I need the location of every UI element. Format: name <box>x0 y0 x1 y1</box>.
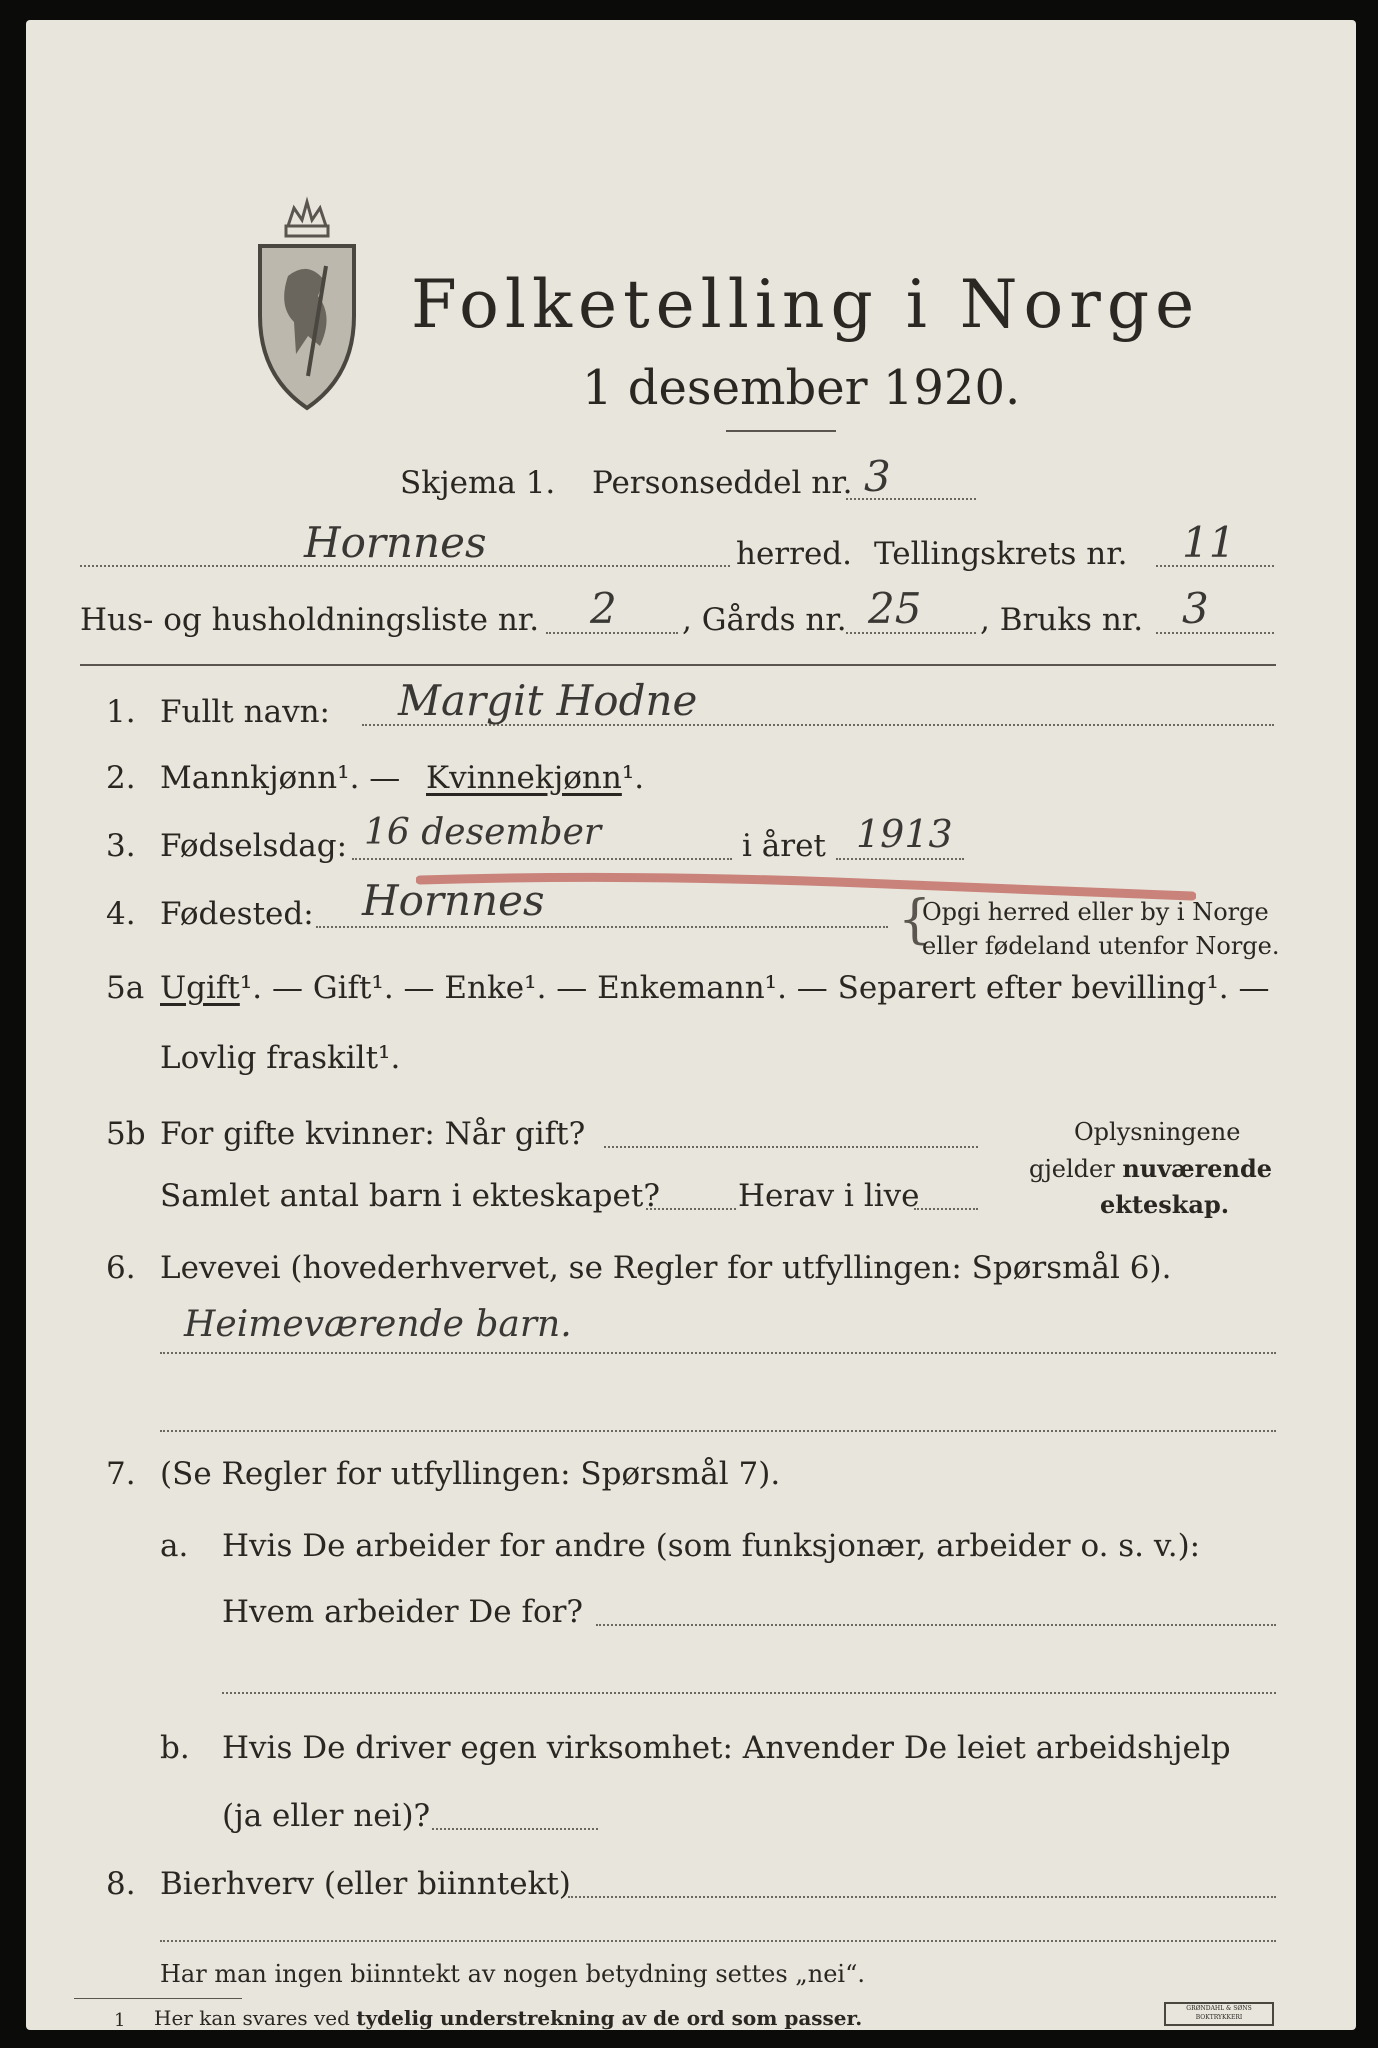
q1-label: Fullt navn: <box>160 694 330 730</box>
bruks-label: , Bruks nr. <box>980 602 1144 638</box>
bruks-field-line <box>1156 632 1274 634</box>
q3-year-value: 1913 <box>856 812 953 856</box>
printer-stamp <box>1164 2002 1274 2026</box>
q4-note-line2: eller fødeland utenfor Norge. <box>922 932 1280 960</box>
q5b-herav: Herav i live <box>738 1178 920 1214</box>
title-divider <box>726 430 836 432</box>
q2-number: 2. <box>106 760 136 796</box>
q4-number: 4. <box>106 896 136 932</box>
footnote-text-b: tydelig understrekning av de ord som passer. <box>356 2006 863 2030</box>
q2-kvinne-wrap <box>426 760 644 796</box>
q8-field-line-1 <box>568 1896 1276 1898</box>
q8-note: Har man ingen biinntekt av nogen betydning settes „nei“. <box>160 1960 865 1988</box>
q7b-line2: (ja eller nei)? <box>222 1798 431 1834</box>
q6-field-line-1 <box>160 1352 1276 1354</box>
personseddel-value: 3 <box>864 452 891 501</box>
q4-value: Hornnes <box>362 876 545 925</box>
q4-brace: { <box>898 890 932 950</box>
q4-label: Fødested: <box>160 896 314 932</box>
footnote-text-a: Her kan svares ved <box>154 2006 357 2030</box>
q2-mann: Mannkjønn¹. — <box>160 760 401 796</box>
q3-day-value: 16 desember <box>364 812 602 853</box>
q2-kvinne-sup: ¹. <box>621 760 645 796</box>
q8-field-line-2 <box>160 1940 1276 1942</box>
q7-number: 7. <box>106 1456 136 1492</box>
gards-value: 25 <box>868 584 922 633</box>
q7b-field-line <box>432 1828 598 1830</box>
q6-number: 6. <box>106 1250 136 1286</box>
form-title: Folketelling i Norge <box>411 266 1201 343</box>
q5b-note-gjelder: gjelder <box>1029 1155 1123 1183</box>
form-date: 1 desember 1920. <box>582 360 1021 416</box>
q4-field-line <box>316 926 888 928</box>
tellingskrets-label: Tellingskrets nr. <box>874 536 1128 572</box>
q5b-live-field-line <box>914 1208 978 1210</box>
q5b-note-line2 <box>1029 1154 1272 1183</box>
q7a-line1: Hvis De arbeider for andre (som funksjonær, arbeider o. s. v.): <box>222 1528 1201 1564</box>
q1-value: Margit Hodne <box>398 676 698 725</box>
norway-coat-of-arms-icon <box>248 196 366 416</box>
q7b-number: b. <box>160 1730 190 1766</box>
gards-label: , Gårds nr. <box>682 602 847 638</box>
q8-number: 8. <box>106 1866 136 1902</box>
q5a-ugift: Ugift <box>160 970 240 1006</box>
footnote-text <box>154 2006 862 2030</box>
q5b-note-nuvaerende: nuværende <box>1122 1154 1273 1183</box>
tellingskrets-value: 11 <box>1182 518 1236 567</box>
q7-label: (Se Regler for utfyllingen: Spørsmål 7). <box>160 1456 781 1492</box>
q5a-number: 5a <box>106 970 145 1006</box>
q7b-line1: Hvis De driver egen virksomhet: Anvender De leiet arbeidshjelp <box>222 1730 1231 1766</box>
footnote-rule <box>74 1998 242 1999</box>
q4-note-line1: Opgi herred eller by i Norge <box>922 898 1269 926</box>
q6-label: Levevei (hovederhvervet, se Regler for utfyllingen: Spørsmål 6). <box>160 1250 1172 1286</box>
q6-value: Heimeværende barn. <box>184 1304 572 1345</box>
q7a-field-line-2 <box>222 1692 1276 1694</box>
q5b-line1: For gifte kvinner: Når gift? <box>160 1116 586 1152</box>
printer-stamp-text: GRØNDAHL & SØNS BOKTRYKKERI <box>1186 2005 1252 2021</box>
q5b-barn-field-line <box>646 1208 736 1210</box>
census-form <box>26 20 1356 2030</box>
q5b-note-line3: ekteskap. <box>1100 1190 1230 1219</box>
q5b-gift-field-line <box>604 1146 978 1148</box>
schema-label: Skjema 1. <box>400 465 556 501</box>
q3-year-label: i året <box>742 828 826 864</box>
q5a-rest: ¹. — Gift¹. — Enke¹. — Enkemann¹. — Separert efter bevilling¹. — <box>239 970 1270 1006</box>
q1-number: 1. <box>106 694 136 730</box>
q8-label: Bierhverv (eller biinntekt) <box>160 1866 571 1902</box>
hus-label: Hus- og husholdningsliste nr. <box>80 602 540 638</box>
q2-kvinne: Kvinnekjønn <box>426 760 622 796</box>
q5b-line2: Samlet antal barn i ekteskapet? <box>160 1178 660 1214</box>
q5b-note-line1: Oplysningene <box>1074 1118 1241 1146</box>
footnote-number: 1 <box>114 2010 126 2030</box>
q5b-number: 5b <box>106 1116 146 1152</box>
q3-day-field-line <box>352 858 732 860</box>
q3-number: 3. <box>106 828 136 864</box>
q6-field-line-2 <box>160 1430 1276 1432</box>
herred-value: Hornnes <box>304 518 487 567</box>
hus-value: 2 <box>590 584 617 633</box>
personseddel-label: Personseddel nr. <box>592 465 853 501</box>
herred-label: herred. <box>736 536 852 572</box>
header-separator <box>80 664 1276 666</box>
q3-label: Fødselsdag: <box>160 828 348 864</box>
q3-year-field-line <box>836 858 964 860</box>
q7a-line2: Hvem arbeider De for? <box>222 1594 584 1630</box>
q7a-number: a. <box>160 1528 189 1564</box>
q5a-options <box>160 970 1269 1006</box>
q7a-field-line-1 <box>596 1624 1276 1626</box>
bruks-value: 3 <box>1182 584 1209 633</box>
q5a-line2: Lovlig fraskilt¹. <box>160 1040 401 1076</box>
